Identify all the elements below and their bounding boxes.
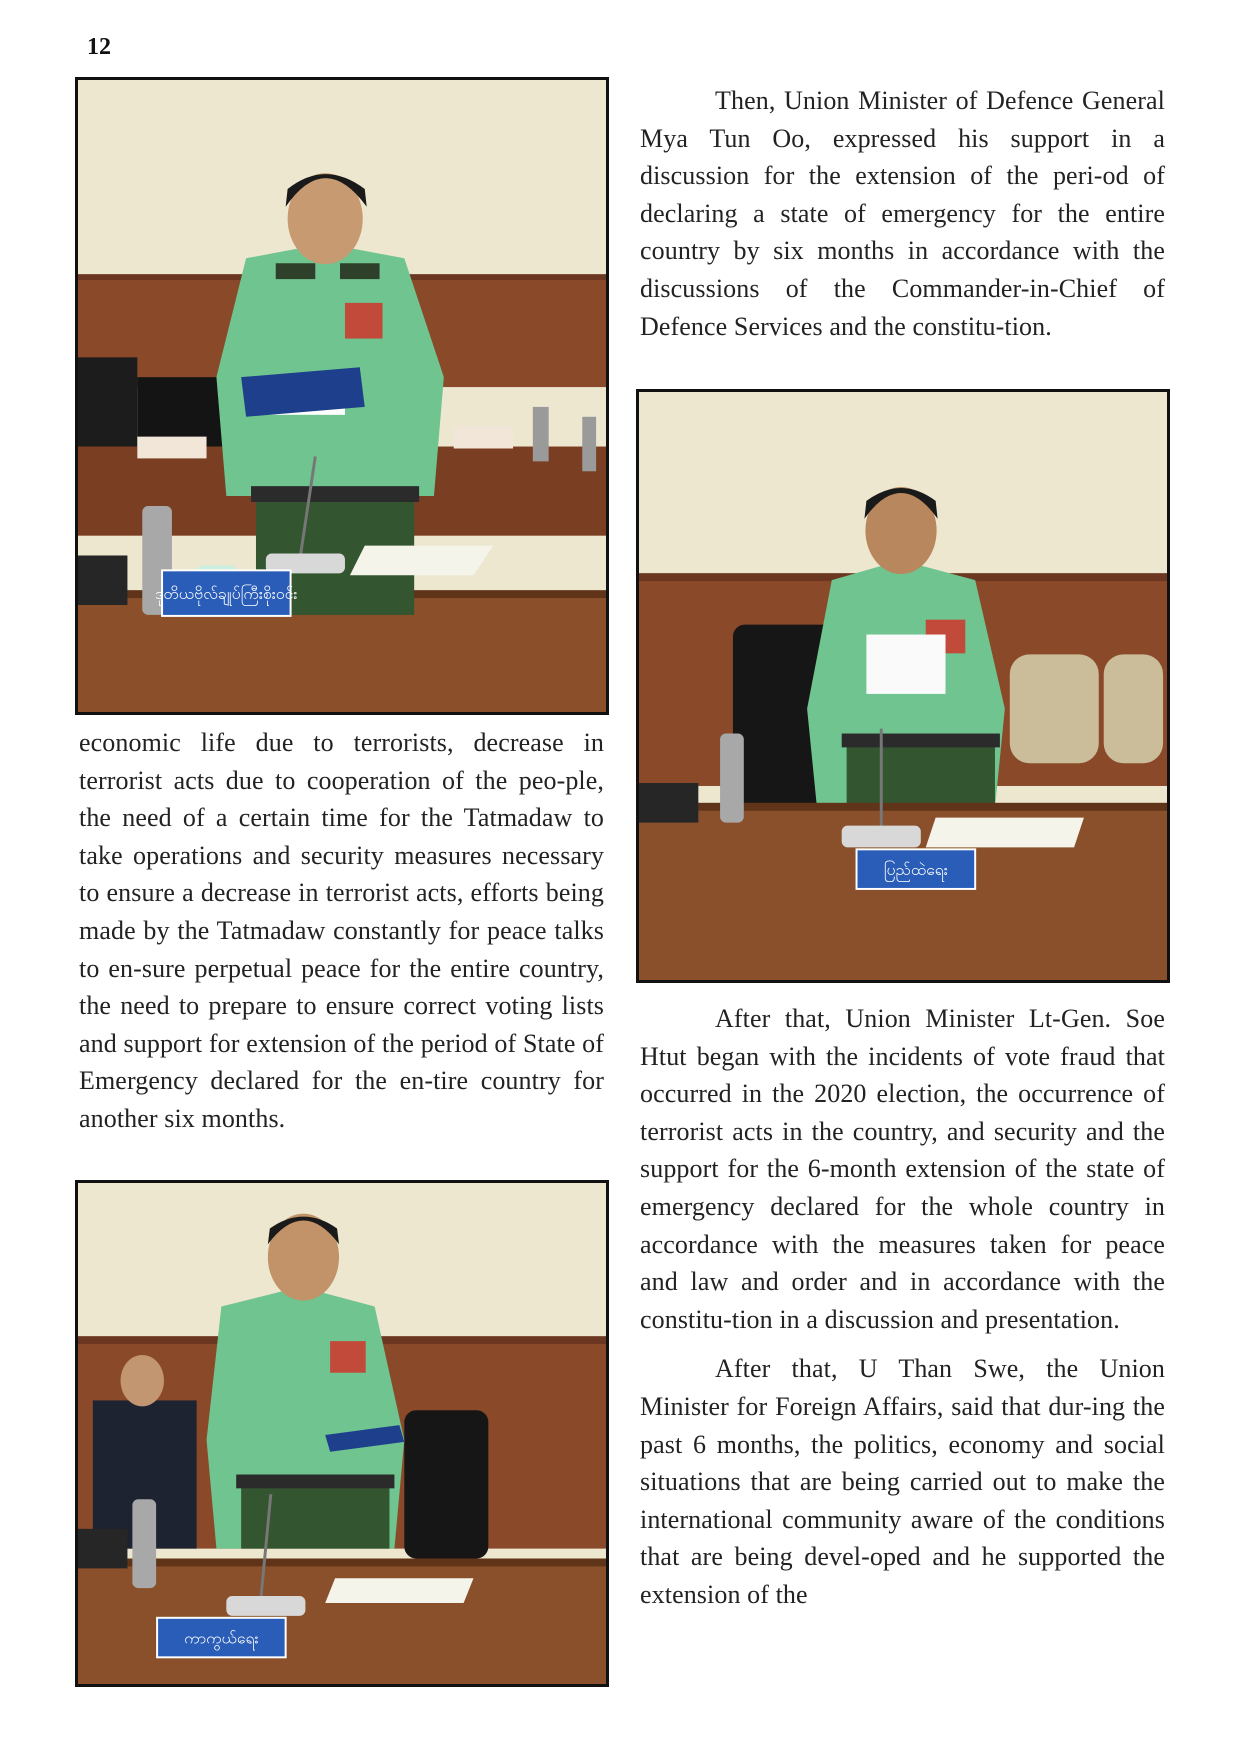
article-column-right-top [640, 82, 1165, 345]
nameplate-label: ဒုတိယဗိုလ်ချုပ်ကြီးစိုးဝင်း [155, 584, 298, 604]
article-column-right-bottom [640, 1000, 1165, 1614]
nameplate-label: ကာကွယ်ရေး [184, 1628, 259, 1648]
nameplate-label: ပြည်ထဲရေး [883, 860, 948, 880]
photo-officer-reading-notebook [75, 1180, 609, 1687]
paragraph-defence-minister: Then, Union Minister of Defence General Mya Tun Oo, expressed his support in a discussion for the extension of the peri-od of declaring a state of emergency for the entire country by six months in accordance with the discussions of the Commander-in-Chief of Defence Services and the constitu-tion. [640, 86, 1165, 341]
paragraph-than-swe: After that, U Than Swe, the Union Minister for Foreign Affairs, said that dur-ing the past 6 months, the politics, economy and social situations that are being carried out to make the international community aware of the conditions that are being devel-oped and he supported the extension of the [640, 1354, 1165, 1609]
paragraph-continued: economic life due to terrorists, decrease in terrorist acts due to cooperation of the peo-ple, the need of a certain time for the Tatmadaw to take operations and security measures necessary to ensure a decrease in terrorist acts, efforts being made by the Tatmadaw constantly for peace talks to en-sure perpetual peace for the entire country, the need to prepare to ensure correct voting lists and support for extension of the period of State of Emergency declared for the en-tire country for another six months. [79, 728, 604, 1133]
photo-officer-reading-paper [636, 389, 1170, 983]
page-number: 12 [87, 34, 111, 60]
paragraph-soe-htut: After that, Union Minister Lt-Gen. Soe Htut began with the incidents of vote fraud that occurred in the 2020 election, the occurrence of terrorist acts in the country, and security and the support for the 6-month extension of the state of emergency declared for the whole country in accordance with the measures taken for peace and law and order and in accordance with the constitu-tion in a discussion and presentation. [640, 1004, 1165, 1334]
article-column-left-mid [79, 724, 604, 1138]
photo-officer-reading-book [75, 77, 609, 715]
